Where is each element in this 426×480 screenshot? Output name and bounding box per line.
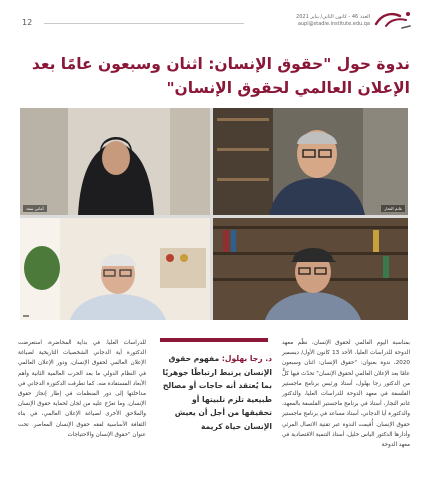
speaker-3-image [20,218,210,320]
issue-line: العدد 46 - كانون الثاني/ يناير 2021 [296,14,370,20]
article-column-right: بمناسبة اليوم العالمي لحقوق الإنسان، نظّم معهد الدوحة للدراسات العليا، الأحد 13 كانون الأول/ ديسمبر 2020، ندوة بعنوان: "حقوق الإنسان: اثنان وسبعون عامًا بعد الإعلان العالمي لحقوق الإنسان" تحدّث فيها كلٌّ من الدكتور رجا بهلول، أستاذ ورئيس برنامج ماجستير الفلسفة في معهد الدوحة للدراسات العليا، والدكتور غانم النجار، أستاذ في برنامج ماجستير الفلسفة بالمعهد، والدكتورة أيا الدجاني، أستاذ مساعد في برنامج ماجستير حقوق الإنسان. أُقيمت الندوة عبر تقنية الاتصال المرئي وأدارها الدكتور الياس خليل، أستاذ التنمية الاقتصادية في معهد الدوحة [282,340,411,449]
quote-accent-bar [160,338,268,342]
speaker-2-name-tag: غانم النجار [381,205,405,212]
video-conference-grid [20,108,408,320]
issue-info [250,14,370,28]
speaker-2-image [213,108,408,215]
magazine-logo [372,6,414,34]
pull-quote-text: مفهوم حقوق الإنسان يرتبط ارتباطًا جوهريًا بما يُعتقد أنه حاجات أو مصالح طبيعية تلزم تلبيتها أو تحقيقها من أجل أن يعيش الإنسان حياة كريمة [162,354,272,431]
pull-quote-author: د. رجا بهلول: [221,354,272,363]
speaker-4-image [213,218,408,320]
video-tile-speaker-1 [20,108,210,215]
speaker-1-name-tag: أماني سعد [23,205,47,212]
pull-quote [160,352,272,434]
page-number: 12 [22,18,33,27]
speaker-3-name-tag [23,315,29,317]
page-header [0,0,426,40]
article-column-left: للدراسات العليا. في بداية المحاضرة، استعرضت الدكتورة أية الدجاني الشخصيات التاريخية لصياغة الإعلان العالمي لحقوق الإنسان، ودور الإعلان العالمي في النظام الدولي ما بعد الحرب العالمية الثانية وأهم الأبعاد المستفادة منه. كما تطرقت الدكتورة الدجاني في مداخلتها إلى دور المنظمات في إطار إنجاز حقوق الإنسان، وما تعرّج عليه من لجان لحماية حقوق الإنسان والملاحق الأخرى لصياغة الإعلان العالمي، في بناء الثقافة الأساسية لفقه حقوق الإنسان المعاصر. تحت عنوان "حقوق الإنسان والاحتياجات [18,340,146,438]
contact-email[interactable]: aupl@stadie.institute.edu.qa [297,21,370,27]
video-tile-speaker-3 [20,218,210,320]
article-title: ندوة حول "حقوق الإنسان: اثنان وسبعون عامًا بعد الإعلان العالمي لحقوق الإنسان" [31,55,410,97]
speaker-1-image [20,108,210,215]
video-tile-speaker-2 [213,108,408,215]
video-tile-speaker-4 [213,218,408,320]
header-divider [44,23,244,24]
